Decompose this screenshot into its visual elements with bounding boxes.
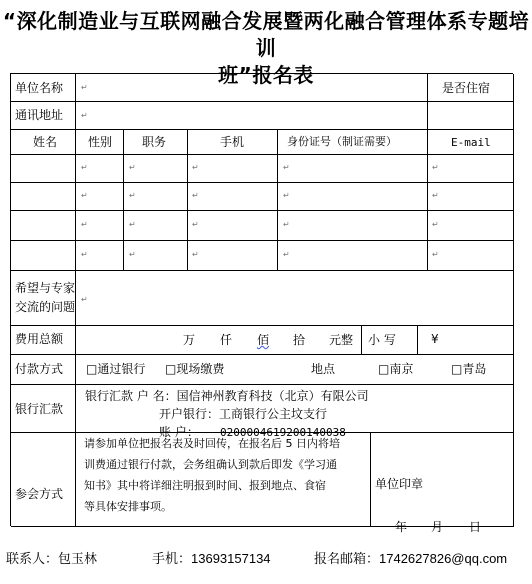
date-year: 年 bbox=[395, 520, 408, 534]
yen-sign: ¥ bbox=[431, 332, 439, 346]
col-mobile: 手机 bbox=[220, 135, 245, 149]
fee-unit-qian: 仟 bbox=[220, 333, 233, 347]
col-id-number: 身份证号（制证需要） bbox=[287, 135, 397, 148]
form-title-line2: 班”报名表 bbox=[218, 63, 314, 87]
col-name: 姓名 bbox=[33, 135, 58, 149]
payment-method-label: 付款方式 bbox=[15, 362, 64, 376]
bank-account-number: 0200004619200140038 bbox=[220, 426, 346, 439]
hope-label-line1: 希望与专家 bbox=[15, 281, 76, 295]
location-label: 地点 bbox=[311, 362, 336, 376]
onsite-payment-checkbox[interactable]: □现场缴费 bbox=[165, 362, 225, 376]
accommodation-label: 是否住宿 bbox=[442, 81, 491, 95]
bank-account-label: 账 户： bbox=[159, 425, 199, 439]
fee-unit-yuan: 元整 bbox=[329, 333, 354, 347]
bank-line2: 开户银行：工商银行公主坟支行 bbox=[159, 407, 328, 421]
address-label: 通讯地址 bbox=[15, 108, 64, 122]
col-email: E-mail bbox=[451, 136, 491, 149]
nanjing-checkbox[interactable]: □南京 bbox=[378, 362, 414, 376]
contact-person: 联系人：包玉林 bbox=[6, 551, 98, 566]
bank-remit-label: 银行汇款 bbox=[15, 402, 64, 416]
qingdao-checkbox[interactable]: □青岛 bbox=[451, 362, 487, 376]
fee-unit-bai: 佰 bbox=[257, 333, 270, 347]
fee-unit-shi: 拾 bbox=[293, 333, 306, 347]
registration-form-table: 单位名称 是否住宿 ↵ 通讯地址 ↵ 姓名 性别 职务 手机 身份证号（制证需要） E-mail ↵ ↵ ↵ ↵ ↵ ↵ ↵ ↵ ↵ ↵ ↵ ↵ ↵ ↵ ↵ ↵ ↵ ↵ ↵ ↵ 希望与专家 交流的问题 ↵ 费用总额 万 仟 佰 拾 元整 小 写 ¥ 付款方式 □通过银行 □现场缴费 地点 □南京 □青岛 银行汇款 银行汇款 户 名：国信神州教育科技（北京）有限公司 开户银行：工商银行公主坟支行 账 户： 0200004619200140038 参会方式 请参加单位把报名表及时回传，在报名后 5 日内将培 训费通过银行付款，会务组确认到款后即发《学习通 知书》其中将详细注明报到时间、报到地点、食宿 等具体安排事项。 单位印章 年 月 日 bbox=[10, 73, 513, 526]
col-gender: 性别 bbox=[88, 135, 113, 149]
fee-unit-wan: 万 bbox=[183, 333, 196, 347]
attend-text-line1: 请参加单位把报名表及时回传，在报名后 5 日内将培 bbox=[84, 437, 340, 450]
attend-text-line3: 知书》其中将详细注明报到时间、报到地点、食宿 bbox=[84, 479, 326, 492]
contact-mobile: 手机：13693157134 bbox=[152, 551, 271, 566]
form-title-line1: “深化制造业与互联网融合发展暨两化融合管理体系专题培训 bbox=[2, 9, 530, 60]
attend-text-line2: 训费通过银行付款，会务组确认到款后即发《学习通 bbox=[84, 458, 337, 471]
contact-email: 报名邮箱：1742627826@qq.com bbox=[314, 551, 508, 566]
attend-method-label: 参会方式 bbox=[15, 487, 64, 501]
attend-text-line4: 等具体安排事项。 bbox=[84, 500, 172, 513]
lowercase-label: 小 写 bbox=[368, 333, 396, 347]
bank-line1: 银行汇款 户 名：国信神州教育科技（北京）有限公司 bbox=[85, 389, 369, 403]
hope-label-line2: 交流的问题 bbox=[15, 300, 76, 314]
total-fee-label: 费用总额 bbox=[15, 332, 64, 346]
col-position: 职务 bbox=[142, 135, 167, 149]
bank-transfer-checkbox[interactable]: □通过银行 bbox=[86, 362, 146, 376]
unit-seal-label: 单位印章 bbox=[375, 477, 424, 491]
unit-name-label: 单位名称 bbox=[15, 81, 64, 95]
date-month: 月 bbox=[431, 520, 444, 534]
date-day: 日 bbox=[469, 520, 482, 534]
